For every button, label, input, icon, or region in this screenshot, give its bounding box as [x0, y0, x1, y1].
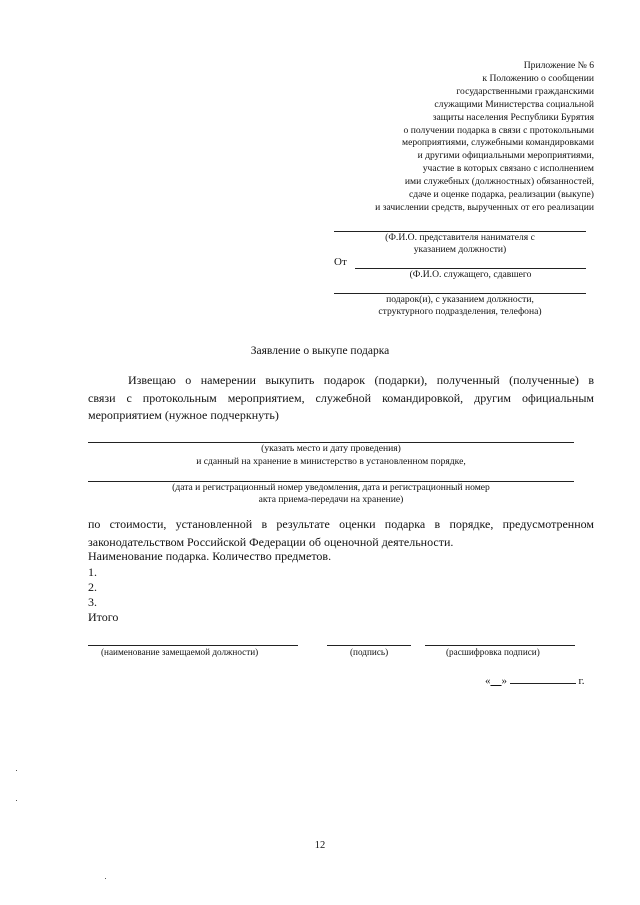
appendix-line: сдаче и оценке подарка, реализации (выкупе) — [409, 189, 594, 201]
paragraph-line: связи с протокольным мероприятием, служебной командировкой, другим официальным — [88, 390, 594, 405]
total-label: Итого — [88, 610, 119, 624]
details-caption-line: структурного подразделения, телефона) — [378, 306, 542, 317]
decode-rule — [425, 645, 575, 646]
page-number: 12 — [314, 840, 326, 851]
registration-caption-line: акта приема-передачи на хранение) — [258, 494, 404, 505]
details-caption-line: подарок(и), с указанием должности, — [386, 294, 534, 305]
storage-caption: и сданный на хранение в министерство в установленном порядке, — [196, 456, 466, 467]
item-number: 1. — [88, 565, 97, 579]
item-number: 3. — [88, 595, 97, 609]
date-year-suffix: г. — [578, 675, 585, 687]
date-open-quote: « — [485, 675, 491, 687]
appendix-line: защиты населения Республики Бурятия — [432, 111, 594, 123]
date-line — [485, 674, 585, 687]
signature-rule — [327, 645, 411, 646]
document-title: Заявление о выкупе подарка — [250, 345, 390, 357]
paragraph-line: Извещаю о намерении выкупить подарок (подарки), полученный (полученные) в — [128, 373, 594, 387]
position-rule — [88, 645, 298, 646]
appendix-line: Приложение № 6 — [523, 60, 594, 71]
date-close-quote: » — [501, 675, 507, 687]
addressee-caption-line: указанием должности) — [413, 244, 507, 255]
scan-speck — [105, 878, 106, 879]
appendix-line: мероприятиями, служебными командировками — [402, 137, 594, 149]
paragraph-line: по стоимости, установленной в результате оценки подарка в порядке, предусмотренном — [88, 517, 594, 531]
paragraph-line: законодательством Российской Федерации об оценочной деятельности. — [88, 534, 454, 549]
signature-caption: (подпись) — [350, 647, 389, 657]
item-number: 2. — [88, 580, 97, 594]
price-paragraph — [88, 516, 594, 551]
appendix-line: служащими Министерства социальной — [434, 98, 594, 110]
appendix-line: к Положению о сообщении — [482, 72, 594, 84]
addressee-caption-line: (Ф.И.О. представителя нанимателя с — [385, 232, 535, 243]
scan-speck — [16, 800, 17, 801]
items-heading: Наименование подарка. Количество предметов. — [88, 549, 332, 563]
appendix-line: участие в которых связано с исполнением — [422, 163, 594, 175]
appendix-line: и зачислении средств, вырученных от его реализации — [375, 201, 594, 213]
scan-speck — [16, 770, 17, 771]
decode-caption: (расшифровка подписи) — [446, 647, 540, 657]
statement-paragraph — [88, 372, 594, 425]
appendix-line: государственными гражданскими — [456, 85, 594, 97]
date-month-blank — [510, 674, 576, 684]
registration-caption-line: (дата и регистрационный номер уведомления, дата и регистрационный номер — [172, 482, 490, 493]
appendix-line: о получении подарка в связи с протокольными — [403, 124, 594, 136]
place-date-caption: (указать место и дату проведения) — [261, 443, 401, 454]
appendix-line: и другими официальными мероприятиями, — [417, 150, 594, 162]
date-day-blank: __ — [490, 675, 502, 687]
from-label: От — [334, 256, 347, 268]
position-caption: (наименование замещаемой должности) — [101, 647, 259, 657]
appendix-header — [294, 60, 594, 215]
paragraph-line: мероприятием (нужное подчеркнуть) — [88, 408, 279, 422]
appendix-line: ими служебных (должностных) обязанностей, — [404, 176, 594, 188]
from-caption: (Ф.И.О. служащего, сдавшего — [409, 269, 532, 280]
